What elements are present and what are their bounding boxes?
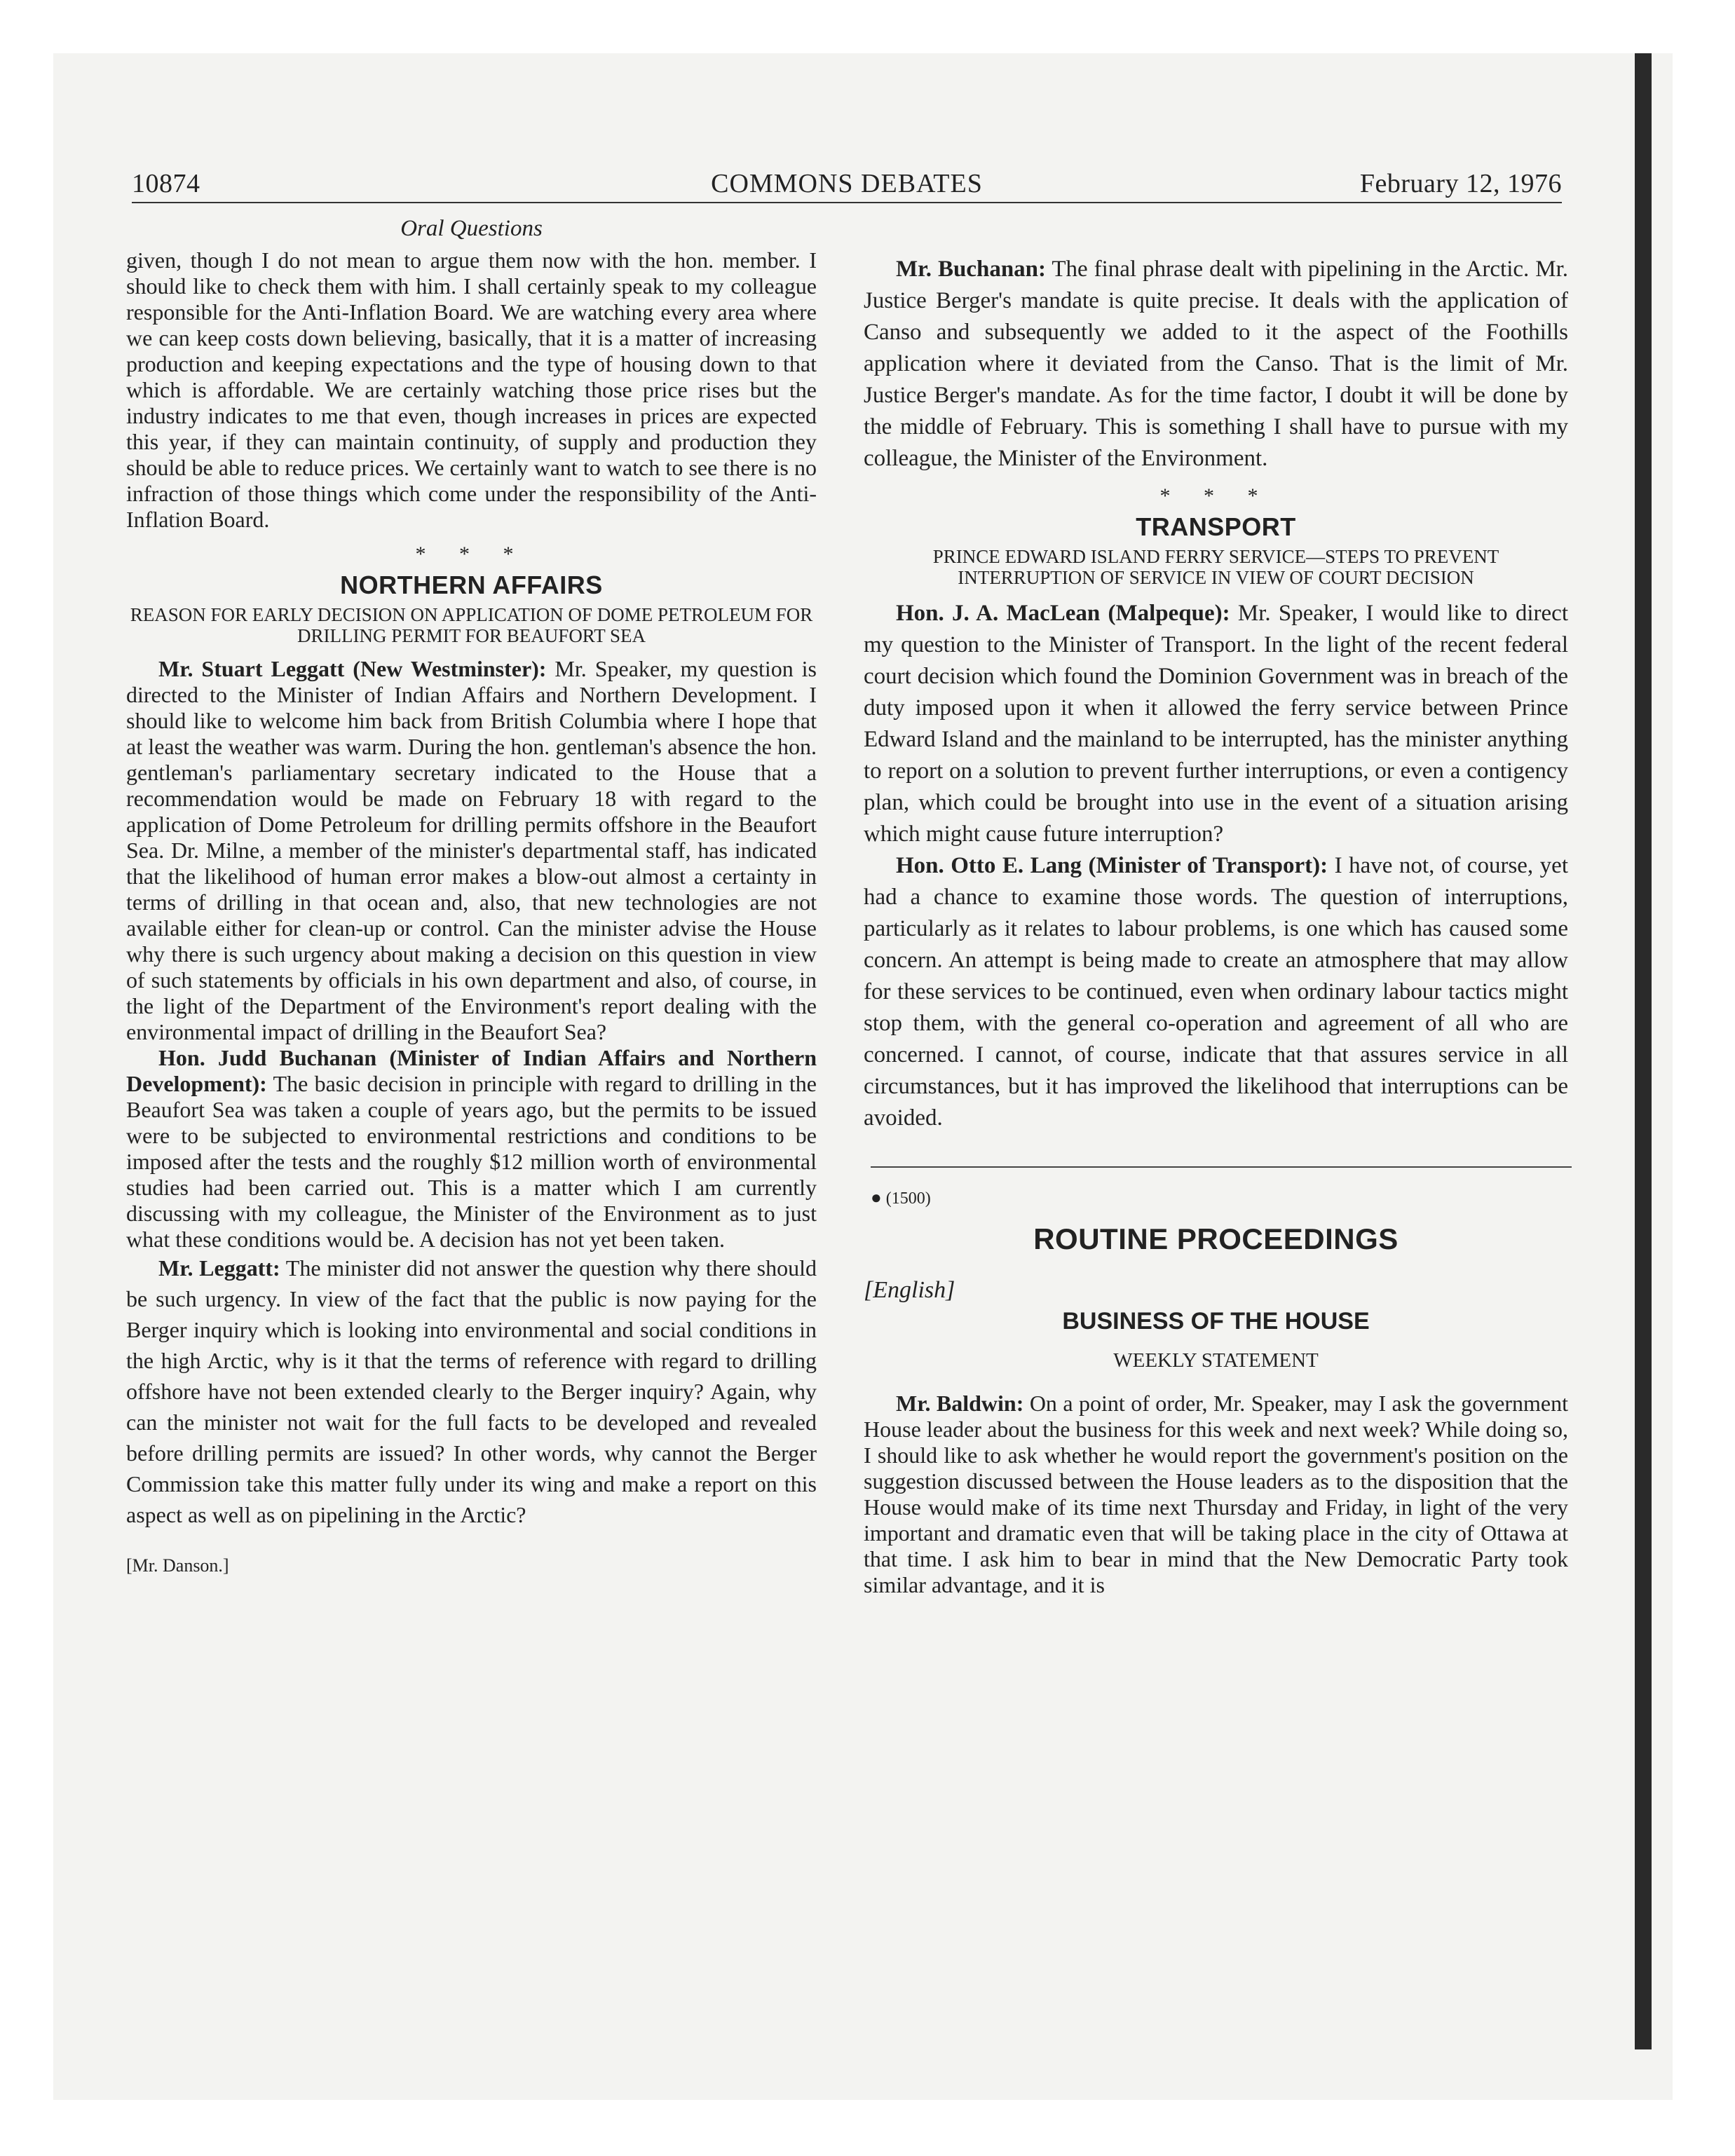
paragraph [864, 598, 1568, 850]
speaker-name: Mr. Leggatt: [158, 1255, 280, 1281]
header-rule [132, 202, 1562, 203]
section-heading: NORTHERN AFFAIRS [340, 571, 603, 599]
section-separator: * * * [1159, 484, 1272, 507]
paragraph-text: I have not, of course, yet had a chance to examine those words. The question of interruptions, particularly as it relates to labour problems, is one which has caused some concern. An attempt is being made to create an atmosphere that may allow for these services to be continued, even when ordinary labour tactics might stop them, with the general co-operation and agreement of all who are concerned. I cannot, of course, indicate that that assures service in all circumstances, but it has improved the likelihood that interruptions can be avoided. [864, 853, 1568, 1131]
running-head: Oral Questions [400, 216, 543, 241]
speaker-name: Hon. Otto E. Lang (Minister of Transport): [896, 853, 1328, 878]
paragraph-text: Mr. Speaker, I would like to direct my question to the Minister of Transport. In the light of the recent federal court decision which found the Dominion Government was in breach of the duty imposed upon it when it allowed the ferry service between Prince Edward Island and the mainland to be interrupted, has the minister anything to report on a solution to prevent further interruptions, or even a contigency plan, which could be brought into use in the event of a situation arising which might cause future interruption? [864, 601, 1569, 847]
right-column [864, 254, 1568, 1598]
paragraph [864, 254, 1568, 475]
paragraph-text: On a point of order, Mr. Speaker, may I ask the government House leader about the business for this week and next week? While doing so, I should like to ask whether he would report the government's position on the suggestion discussed between the House leaders as to the disposition that the House would make of its time next Thursday and Friday, in light of the very important and dramatic even that will be taking place in the city of Ottawa at that time. I ask him to bear in mind that the New Democratic Party took similar advantage, and it is [864, 1391, 1569, 1597]
section-heading: BUSINESS OF THE HOUSE [1062, 1308, 1370, 1335]
paragraph [126, 1045, 817, 1253]
paragraph [126, 1253, 817, 1530]
speaker-name: Mr. Buchanan: [896, 257, 1047, 282]
language-tag: [English] [864, 1277, 955, 1303]
speaker-name: Mr. Baldwin: [896, 1391, 1024, 1416]
scan-edge [1635, 53, 1652, 2049]
major-heading: ROUTINE PROCEEDINGS [1033, 1222, 1399, 1255]
page-header [132, 168, 1562, 199]
section-rule [871, 1166, 1572, 1168]
paragraph-text: The minister did not answer the question why there should be such urgency. In view of the fact that the public is now paying for the Berger inquiry which is looking into environmental and social conditions in the high Arctic, why is it that the terms of reference with regard to drilling offshore have not been extended clearly to the Berger inquiry? Again, why can the minister not wait for the full facts to be developed and revealed before drilling permits are issued? In other words, why cannot the Berger Commission take this matter fully under its wing and make a report on this aspect as well as on pipelining in the Arctic? [126, 1255, 817, 1527]
section-heading: TRANSPORT [1136, 512, 1296, 541]
speaker-name: Hon. J. A. MacLean (Malpeque): [896, 601, 1230, 626]
paragraph [126, 656, 817, 1045]
page-number: 10874 [132, 169, 200, 198]
paragraph [864, 1391, 1568, 1598]
bullet-icon: ● [871, 1187, 882, 1208]
paragraph [864, 850, 1568, 1134]
speaker-name: Hon. Judd Buchanan (Minister of Indian Affairs and Northern Development): [126, 1045, 817, 1096]
paragraph-text: Mr. Speaker, my question is directed to the Minister of Indian Affairs and Northern Development. I should like to welcome him back from British Columbia where I hope that at least the weather was warm. During the hon. gentleman's absence the hon. gentleman's parliamentary secretary indicated to the House that a recommendation would be made on February 18 with regard to the application of Dome Petroleum for drilling permits offshore in the Beaufort Sea. Dr. Milne, a member of the minister's departmental staff, has indicated that the likelihood of human error makes a blow-out almost a certainty in terms of drilling in that ocean and, also, that new technologies are not available either for clean-up or control. Can the minister advise the House why there is such urgency about making a decision on this question in view of such statements by officials in his own department and also, of course, in the light of the Department of the Environment's report dealing with the environmental impact of drilling in the Beaufort Sea? [126, 656, 817, 1044]
paragraph-text: The basic decision in principle with regard to drilling in the Beaufort Sea was taken a couple of years ago, but the permits to be issued were to be subjected to environmental restrictions and conditions to be imposed after the tests and the roughly $12 million worth of environmental studies had been carried out. This is a matter which I am currently discussing with my colleague, the Minister of the Environment as to just what these conditions would be. A decision has not yet been taken. [126, 1071, 817, 1252]
left-column [126, 216, 817, 1576]
paragraph-text: The final phrase dealt with pipelining in the Arctic. Mr. Justice Berger's mandate is quite precise. It deals with the application of Canso and subsequently we added to it the aspect of the Foothills application where it deviated from the Canso. That is the limit of Mr. Justice Berger's mandate. As for the time factor, I doubt it will be done by the middle of February. This is something I shall have to pursue with my colleague, the Minister of the Environment. [864, 257, 1568, 471]
footnote: [Mr. Danson.] [126, 1555, 229, 1576]
subheading: PRINCE EDWARD ISLAND FERRY SERVICE—STEPS TO PREVENT INTERRUPTION OF SERVICE IN VIEW OF COURT DECISION [932, 546, 1499, 588]
paragraph: given, though I do not mean to argue them now with the hon. member. I should like to check them with him. I shall certainly speak to my colleague responsible for the Anti-Inflation Board. We are watching every area where we can keep costs down believing, basically, that it is a matter of increasing production and keeping expectations and the type of housing down to that which is affordable. We are certainly watching those price rises but the industry indicates to me that even, though increases in prices are expected this year, if they can maintain continuity, of supply and production they should be able to reduce prices. We certainly want to watch to see there is no infraction of those things which come under the responsibility of the Anti-Inflation Board. [126, 247, 817, 532]
subheading: REASON FOR EARLY DECISION ON APPLICATION OF DOME PETROLEUM FOR DRILLING PERMIT FOR BEAUFORT SEA [130, 604, 813, 646]
subheading: WEEKLY STATEMENT [1113, 1349, 1319, 1372]
speaker-name: Mr. Stuart Leggatt (New Westminster): [158, 656, 547, 681]
publication-title: COMMONS DEBATES [711, 169, 983, 198]
time-stamp: (1500) [885, 1189, 931, 1208]
page-date: February 12, 1976 [1359, 169, 1562, 198]
time-marker [871, 1187, 1568, 1208]
section-separator: * * * [415, 543, 528, 566]
